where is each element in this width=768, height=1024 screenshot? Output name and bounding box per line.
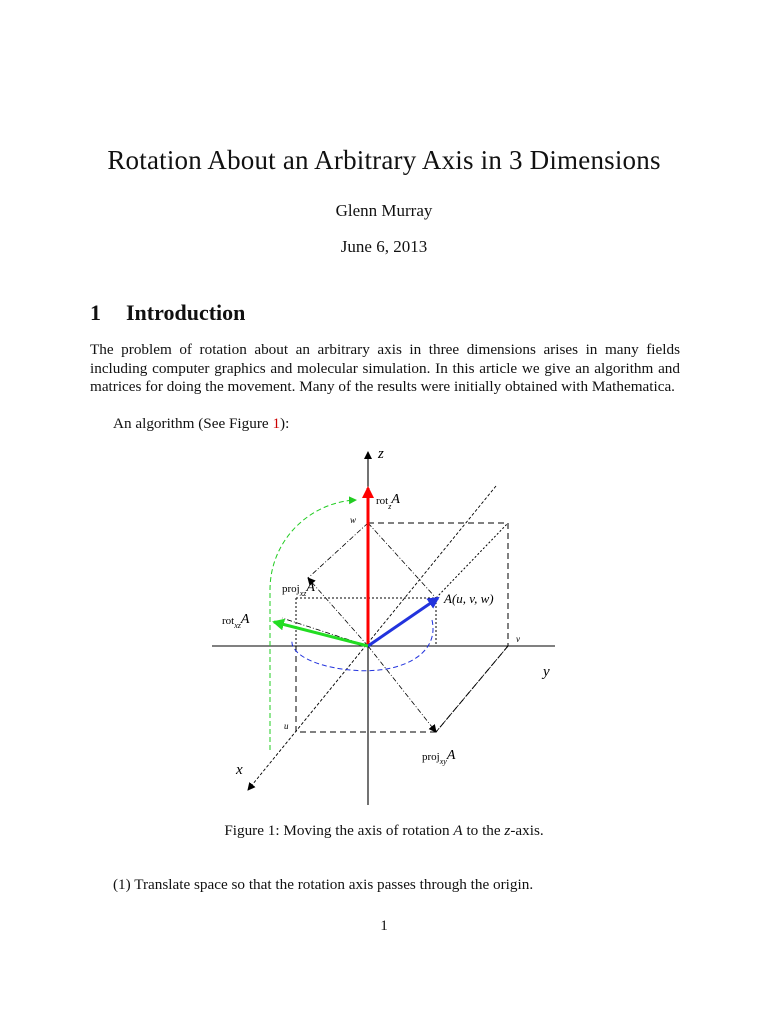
w-tick-label: w [350, 515, 357, 525]
v-tick-label: v [516, 634, 520, 644]
page-number: 1 [380, 917, 388, 934]
A-arrow [368, 598, 438, 646]
section-heading [90, 300, 245, 326]
rotxz-A-arrow [274, 622, 368, 646]
projection-box [296, 523, 508, 732]
figure-reference-link[interactable]: 1 [272, 415, 281, 432]
caption-A: A [453, 822, 463, 839]
section-title: Introduction [126, 300, 246, 325]
z-axis-label: z [378, 446, 384, 462]
projxy-A-label: proj$_{xy}$A [422, 748, 456, 766]
algorithm-step-1: (1) Translate space so that the rotation axis passes through the origin. [113, 876, 534, 893]
algorithm-lead-text: An algorithm (See Figure [113, 415, 273, 432]
figure-1-diagram [200, 440, 580, 810]
caption-suffix: -axis. [510, 822, 544, 839]
figure-caption [0, 822, 768, 840]
caption-middle: to the [462, 822, 505, 839]
author-name: Glenn Murray [335, 201, 433, 220]
caption-z: z [504, 822, 511, 839]
u-tick-label: u [284, 721, 289, 731]
rotxz-A-label: rot$_{xz}$A [222, 612, 250, 630]
algorithm-lead [113, 415, 289, 433]
x-axis-label: x [236, 762, 243, 778]
y-axis-label: y [543, 664, 550, 680]
projxz-A-label: proj$_{xz}$A [282, 580, 315, 598]
algorithm-lead-end: ): [280, 415, 290, 432]
rotz-A-label: rot$_z$A [376, 492, 400, 511]
caption-prefix: Figure 1: Moving the axis of rotation [224, 822, 454, 839]
paper-title: Rotation About an Arbitrary Axis in 3 Dimensions [107, 145, 661, 175]
x-axis-line [248, 486, 496, 790]
intro-paragraph: The problem of rotation about an arbitrary axis in three dimensions arises in many fields including computer graphics and molecular simulation. In this article we give an algorithm and matrices for doing the movement. Many of the results were initially obtained with Mathematica. [90, 341, 680, 396]
A-label: A(u, v, w) [444, 591, 494, 606]
section-number: 1 [90, 300, 101, 325]
paper-date: June 6, 2013 [340, 237, 428, 256]
